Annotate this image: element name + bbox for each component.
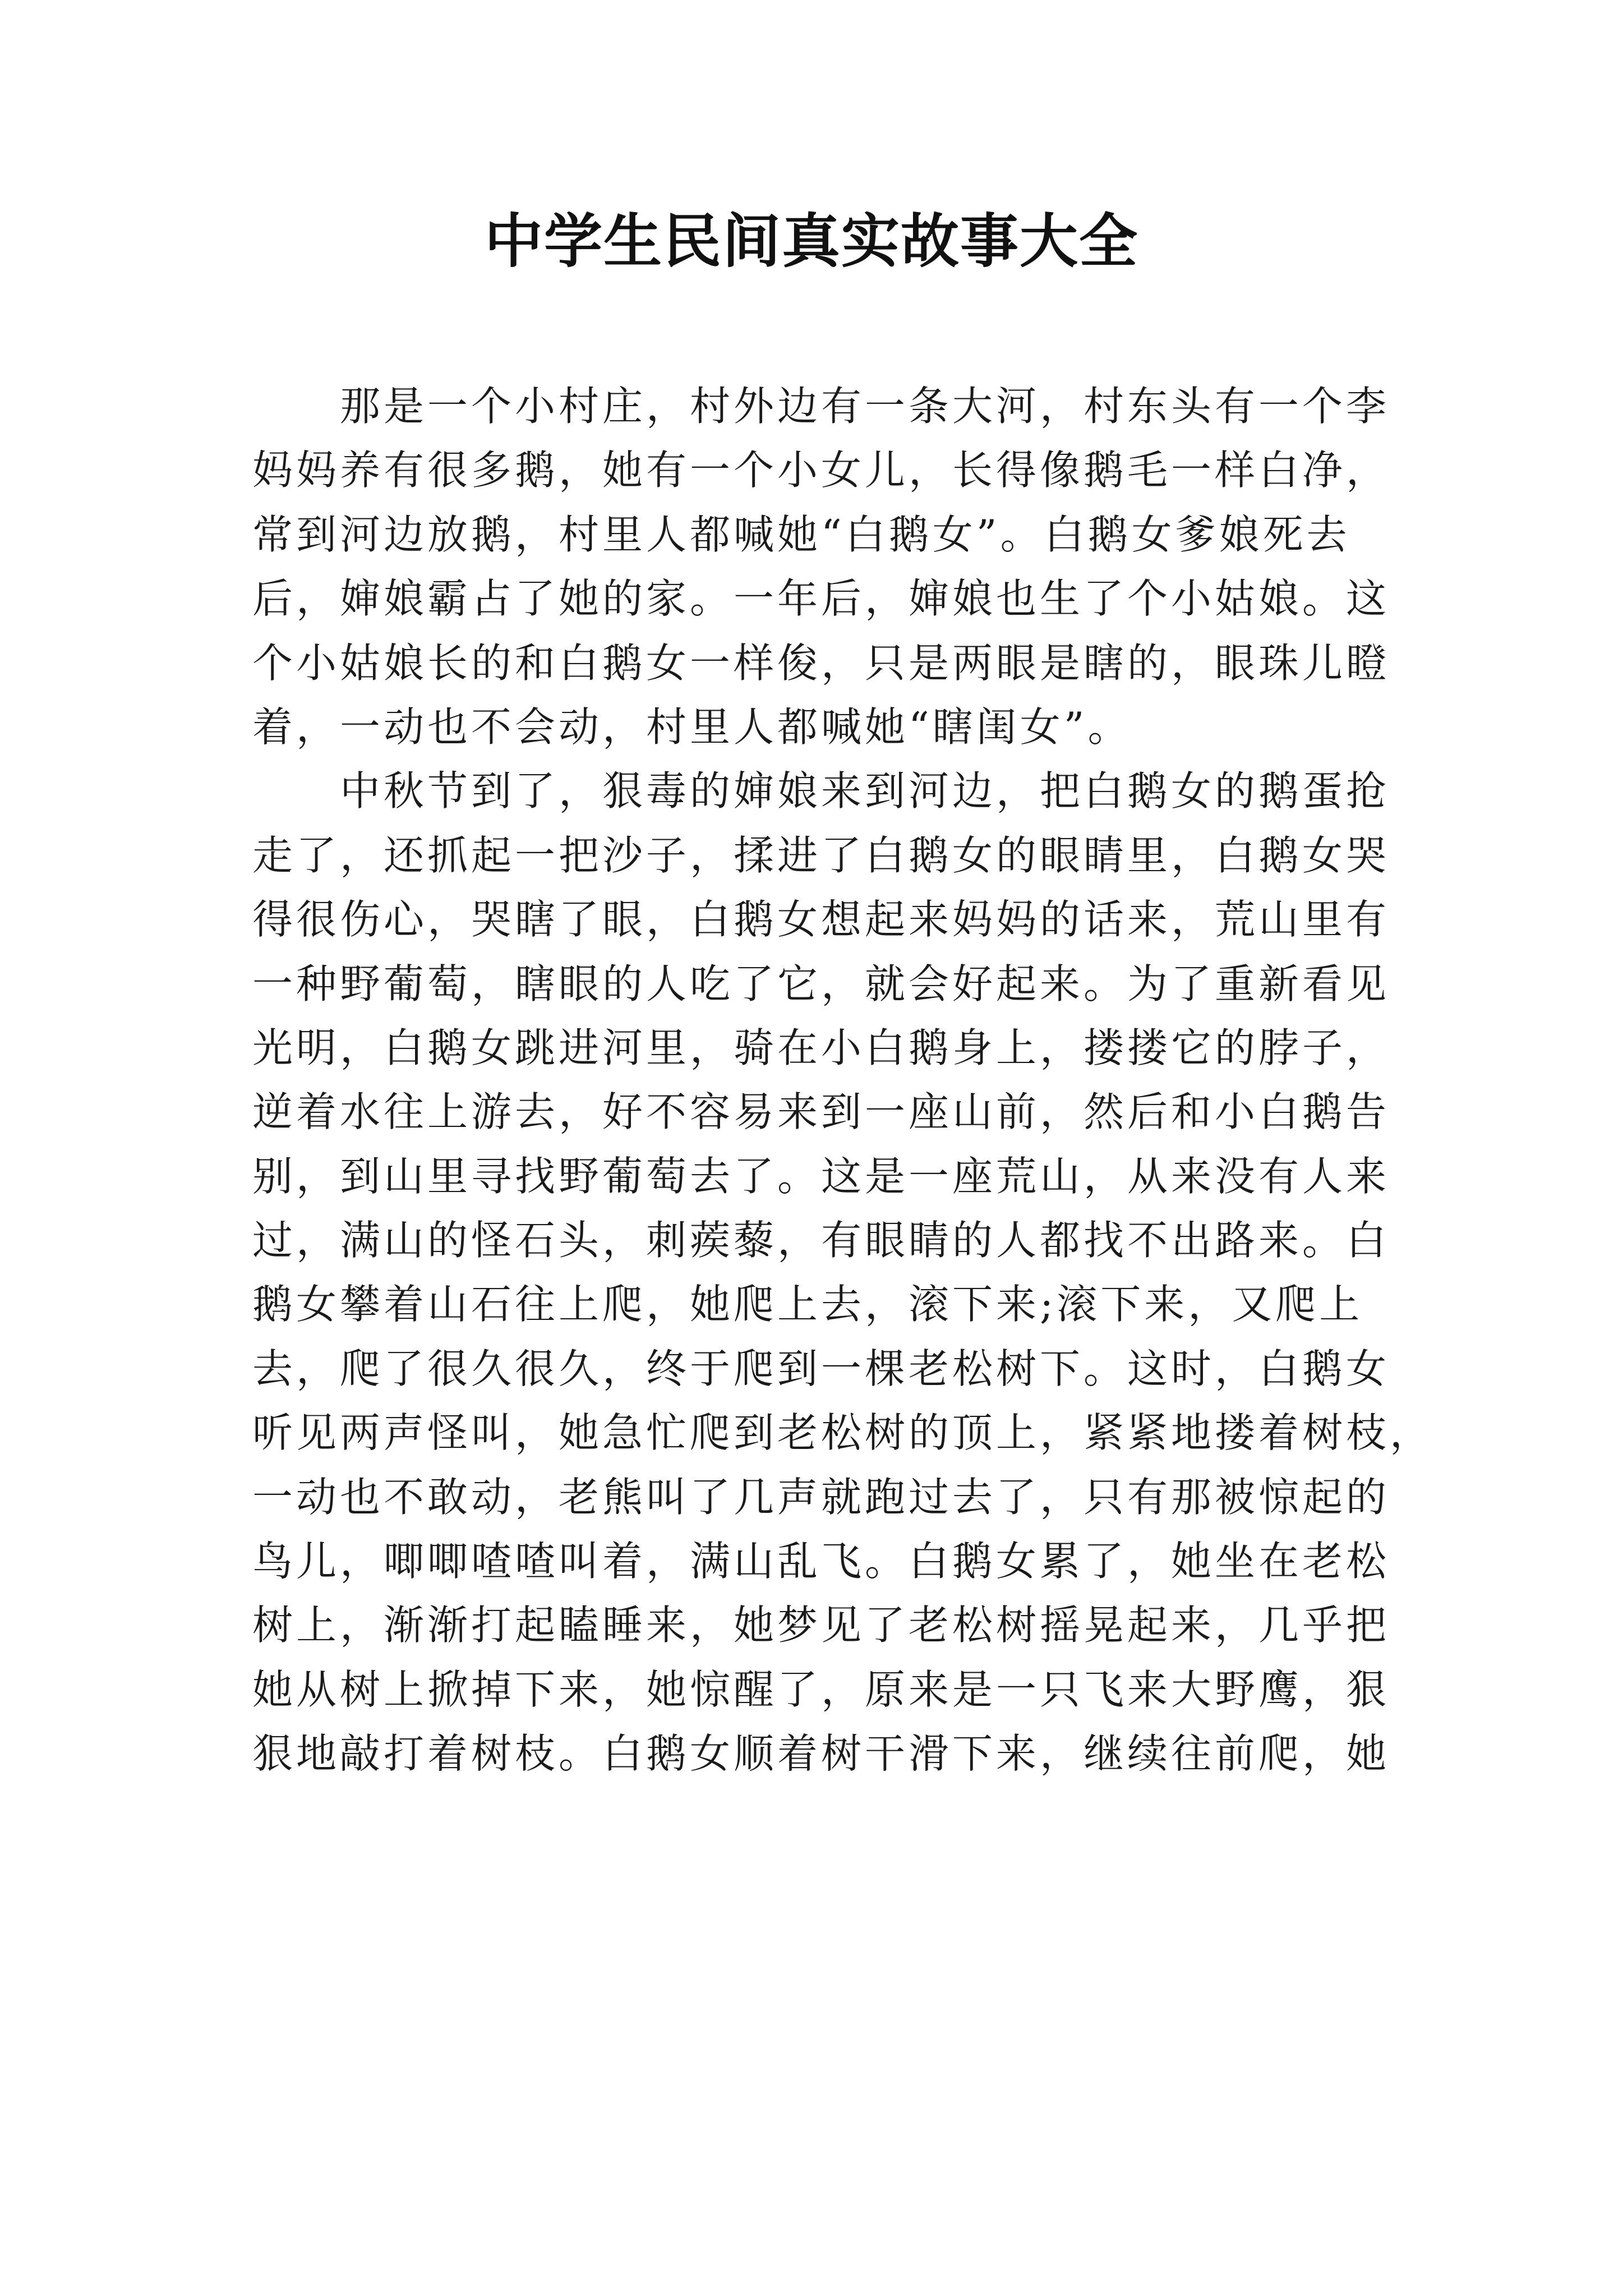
text-line: 后，婶娘霸占了她的家。一年后，婶娘也生了个小姑娘。这 (252, 575, 1390, 623)
text-line: 她从树上掀掉下来，她惊醒了，原来是一只飞来大野鹰，狠 (252, 1665, 1390, 1713)
text-line: 妈妈养有很多鹅，她有一个小女儿，长得像鹅毛一样白净， (252, 447, 1390, 494)
text-line: 别，到山里寻找野葡萄去了。这是一座荒山，从来没有人来 (252, 1152, 1390, 1200)
text-line: 过，满山的怪石头，刺蒺藜，有眼睛的人都找不出路来。白 (252, 1217, 1390, 1264)
text-line: 中秋节到了，狠毒的婶娘来到河边，把白鹅女的鹅蛋抢 (340, 767, 1390, 815)
text-line: 那是一个小村庄，村外边有一条大河，村东头有一个李 (340, 383, 1390, 430)
text-line: 常到河边放鹅，村里人都喊她“白鹅女”。白鹅女爹娘死去 (252, 510, 1350, 558)
text-line: 着，一动也不会动，村里人都喊她“瞎闺女”。 (252, 703, 1132, 751)
text-line: 听见两声怪叫，她急忙爬到老松树的顶上，紧紧地搂着树枝， (252, 1409, 1434, 1457)
text-line: 走了，还抓起一把沙子，揉进了白鹅女的眼睛里，白鹅女哭 (252, 831, 1390, 879)
document-body (252, 374, 1434, 1786)
text-line: 鹅女攀着山石往上爬，她爬上去，滚下来;滚下来，又爬上 (252, 1281, 1363, 1328)
text-line: 逆着水往上游去，好不容易来到一座山前，然后和小白鹅告 (252, 1088, 1390, 1136)
document-title: 中学生民间真实故事大全 (484, 206, 1138, 275)
text-line: 得很伤心，哭瞎了眼，白鹅女想起来妈妈的话来，荒山里有 (252, 896, 1390, 944)
text-line: 狠地敲打着树枝。白鹅女顺着树干滑下来，继续往前爬，她 (252, 1730, 1390, 1778)
text-line: 一种野葡萄，瞎眼的人吃了它，就会好起来。为了重新看见 (252, 960, 1390, 1007)
text-line: 树上，渐渐打起瞌睡来，她梦见了老松树摇晃起来，几乎把 (252, 1602, 1390, 1649)
text-line: 一动也不敢动，老熊叫了几声就跑过去了，只有那被惊起的 (252, 1473, 1390, 1521)
text-line: 个小姑娘长的和白鹅女一样俊，只是两眼是瞎的，眼珠儿瞪 (252, 639, 1390, 687)
text-line: 光明，白鹅女跳进河里，骑在小白鹅身上，搂搂它的脖子， (252, 1024, 1390, 1071)
text-line: 去，爬了很久很久，终于爬到一棵老松树下。这时，白鹅女 (252, 1345, 1390, 1392)
text-line: 鸟儿，唧唧喳喳叫着，满山乱飞。白鹅女累了，她坐在老松 (252, 1538, 1390, 1585)
